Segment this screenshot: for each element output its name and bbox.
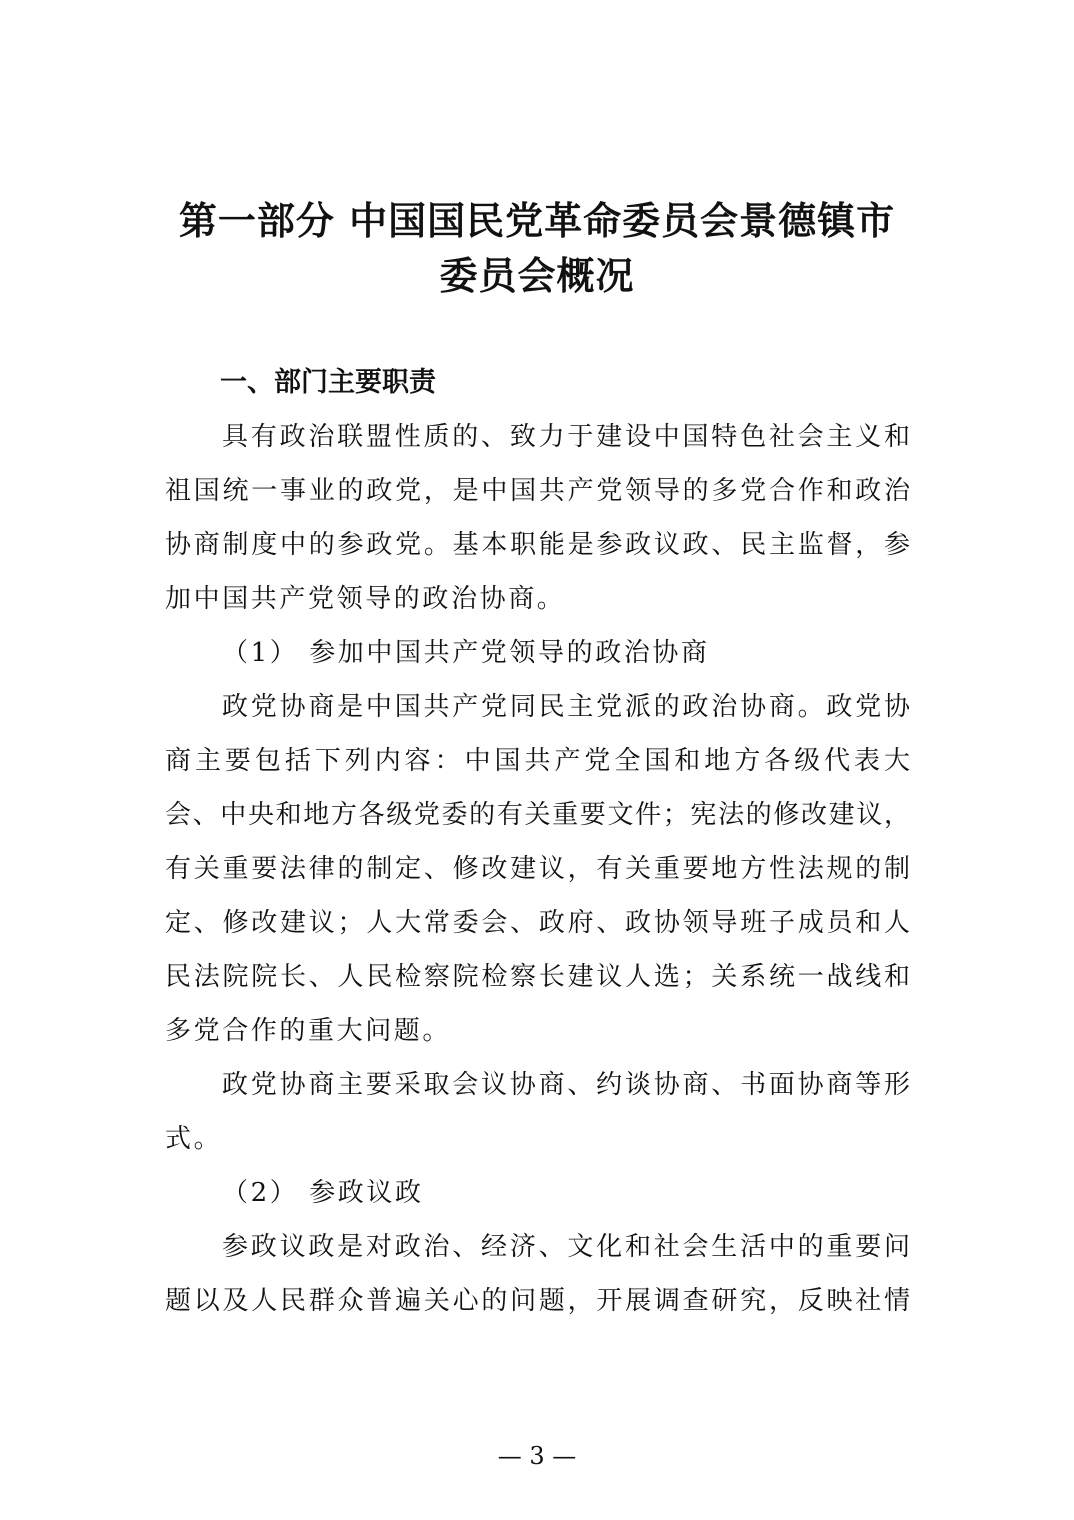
body-text-line: 式。 bbox=[165, 1124, 223, 1154]
body-text-line: 题以及人民群众普遍关心的问题，开展调查研究，反映社情 bbox=[165, 1286, 910, 1316]
body-text-line: 商主要包括下列内容：中国共产党全国和地方各级代表大 bbox=[165, 746, 910, 776]
body-text-line: 协商制度中的参政党。基本职能是参政议政、民主监督，参 bbox=[165, 530, 910, 560]
body-text-line: 具有政治联盟性质的、致力于建设中国特色社会主义和 bbox=[222, 422, 910, 452]
body-text-line: 祖国统一事业的政党，是中国共产党领导的多党合作和政治 bbox=[165, 476, 910, 506]
section-heading: 一、部门主要职责 bbox=[220, 367, 436, 398]
body-text-line: 定、修改建议；人大常委会、政府、政协领导班子成员和人 bbox=[165, 908, 910, 938]
body-text-line: 政党协商主要采取会议协商、约谈协商、书面协商等形 bbox=[222, 1070, 910, 1100]
subsection-heading: （1） 参加中国共产党领导的政治协商 bbox=[222, 638, 710, 668]
body-text-line: 参政议政是对政治、经济、文化和社会生活中的重要问 bbox=[222, 1232, 910, 1262]
page-number: — 3 — bbox=[497, 1442, 577, 1470]
document-title-line-1: 第一部分 中国国民党革命委员会景德镇市 bbox=[178, 199, 896, 243]
subsection-heading: （2） 参政议政 bbox=[222, 1178, 424, 1208]
body-text-line: 民法院院长、人民检察院检察长建议人选；关系统一战线和 bbox=[165, 962, 910, 992]
document-title-line-2: 委员会概况 bbox=[439, 254, 635, 298]
body-text-line: 政党协商是中国共产党同民主党派的政治协商。政党协 bbox=[222, 692, 910, 722]
body-text-line: 有关重要法律的制定、修改建议，有关重要地方性法规的制 bbox=[165, 854, 910, 884]
body-text-line: 加中国共产党领导的政治协商。 bbox=[165, 584, 566, 614]
body-text-line: 多党合作的重大问题。 bbox=[165, 1016, 452, 1046]
body-text-line: 会、中央和地方各级党委的有关重要文件；宪法的修改建议， bbox=[165, 800, 910, 830]
